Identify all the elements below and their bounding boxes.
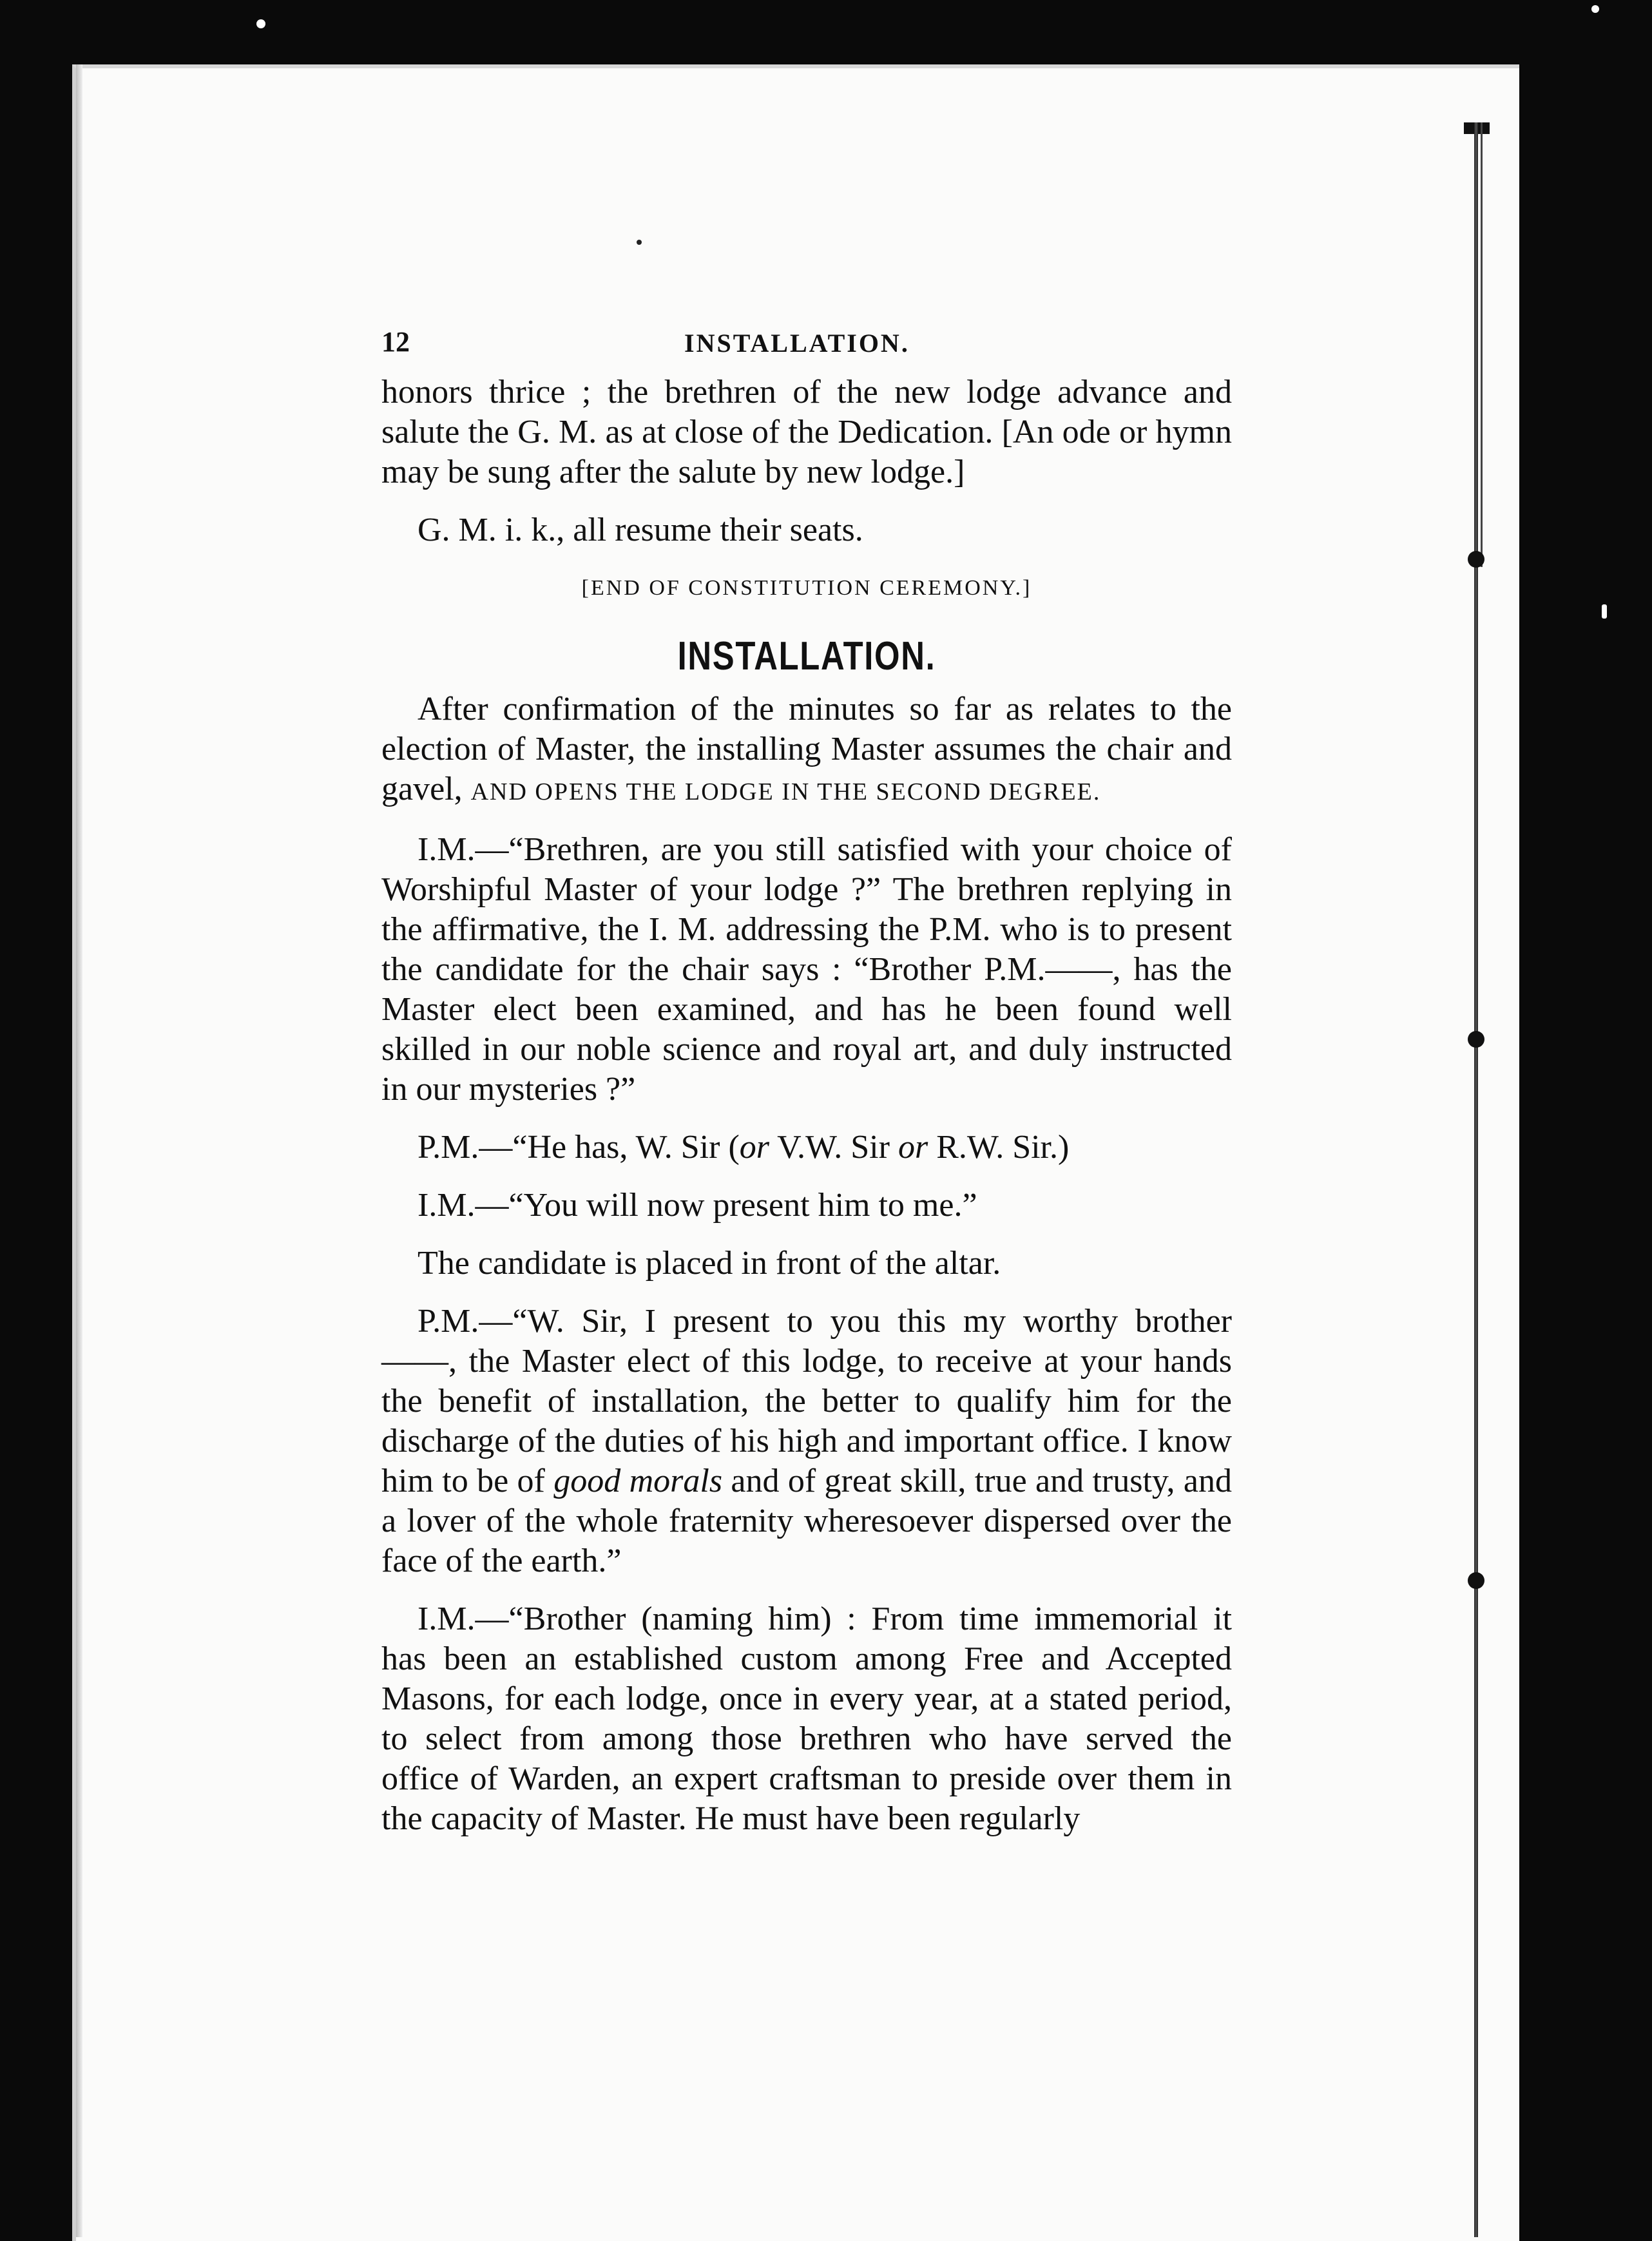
paragraph <box>381 1302 1232 1581</box>
italic-text: or <box>898 1129 928 1166</box>
page-header <box>381 322 1232 367</box>
end-note: [END OF CONSTITUTION CEREMONY.] <box>581 576 1032 600</box>
paragraph: G. M. i. k., all resume their seats. <box>418 512 863 548</box>
scan-speck <box>637 240 642 245</box>
paragraph-text: R.W. Sir.) <box>928 1129 1070 1166</box>
paragraph: The candidate is placed in front of the altar. <box>418 1245 1001 1282</box>
small-caps-text: AND OPENS THE LODGE IN THE SECOND DEGREE. <box>470 778 1101 805</box>
page-number: 12 <box>381 326 410 358</box>
paragraph-text: After confirmation of the minutes so far as relates to the election of Master, the installing Master assumes the chair and gavel, <box>381 691 1232 807</box>
binding-rule-secondary <box>1481 122 1483 567</box>
italic-text: good morals <box>553 1463 723 1499</box>
binding-rule <box>1474 122 1478 2237</box>
running-head: INSTALLATION. <box>684 329 910 358</box>
binding-mark <box>1468 1031 1484 1048</box>
paragraph: honors thrice ; the brethren of the new lodge advance and salute the G. M. as at close of the Dedication. [An ode or hymn may be sung after the salute by new lodge.] <box>381 374 1232 490</box>
paragraph: I.M.—“Brethren, are you still satisfied with your choice of Worshipful Master of your lodge ?” The brethren replying in the affirmative, the I. M. addressing the P.M. who is to present the candidate for the chair says : “Brother P.M.——, has the Master elect been examined, and has he been found well skilled in our noble science and royal art, and duly instructed in our mysteries ?” <box>381 831 1232 1108</box>
scan-speck <box>1591 5 1599 13</box>
page-gutter <box>76 64 82 2237</box>
section-title: INSTALLATION. <box>677 634 936 678</box>
binding-mark <box>1468 1572 1484 1589</box>
italic-text: or <box>739 1129 770 1166</box>
scan-speck <box>1602 604 1607 619</box>
page-text <box>381 322 1232 1857</box>
paragraph-text: P.M.—“W. Sir, I present to you this my worthy brother ——, the Master elect of this lodge, to receive at your hands the benefit of installation, the better to qualify him for the discharge of the duties of his high and important office. I know him to be of <box>381 1303 1232 1499</box>
paragraph-text: V.W. Sir <box>769 1129 898 1166</box>
paragraph: I.M.—“Brother (naming him) : From time immemorial it has been an established custom among Free and Accepted Masons, for each lodge, once in every year, at a stated period, to select from among those brethren who have served the office of Warden, an expert craftsman to preside over them in the capacity of Master. He must have been regularly <box>381 1601 1232 1837</box>
paragraph-text: P.M.—“He has, W. Sir ( <box>418 1129 740 1166</box>
paragraph-text: and of great skill, true and trusty, and a lover of the whole fraternity wheresoever dispersed over the face of the earth.” <box>381 1463 1232 1579</box>
paragraph <box>381 1128 1232 1168</box>
paragraph <box>381 689 1232 812</box>
binding-mark <box>1468 551 1484 568</box>
paragraph: I.M.—“You will now present him to me.” <box>418 1187 977 1224</box>
scan-speck <box>256 19 265 28</box>
binding-edge <box>1461 122 1491 2237</box>
